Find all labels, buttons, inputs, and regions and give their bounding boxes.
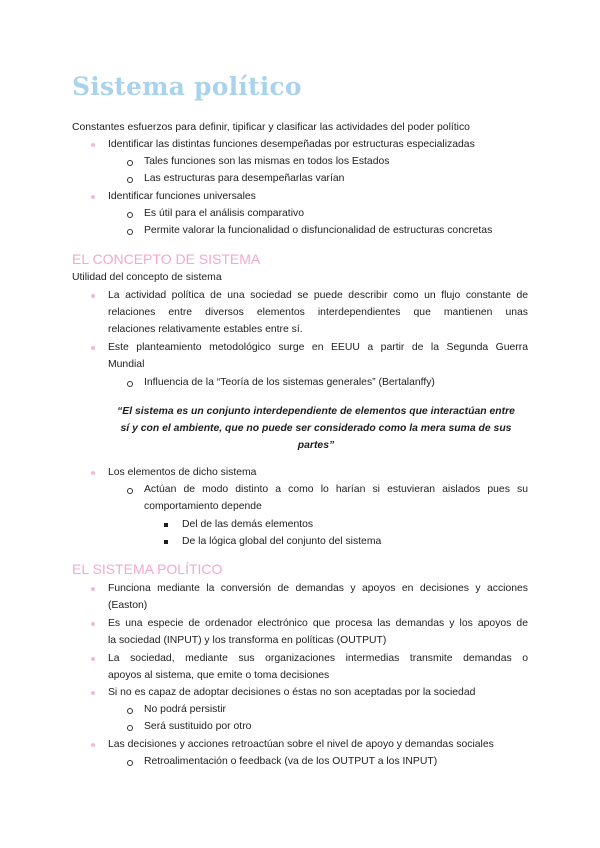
list-item: Influencia de la “Teoría de los sistemas generales” (Bertalanffy) bbox=[144, 377, 435, 388]
bullet bbox=[91, 294, 95, 298]
bullet bbox=[127, 229, 133, 235]
bullet bbox=[91, 195, 95, 199]
bullet bbox=[127, 381, 133, 387]
list-item: Es útil para el análisis comparativo bbox=[144, 208, 304, 219]
bullet bbox=[127, 708, 133, 714]
bullet bbox=[164, 540, 168, 544]
list-item: Tales funciones son las mismas en todos los Estados bbox=[144, 156, 390, 167]
list-item: Funciona mediante la conversión de demandas y apoyos en decisiones y acciones bbox=[108, 583, 528, 594]
quote-line: sí y con el ambiente, que no puede ser considerado como la mera suma de sus bbox=[120, 423, 512, 434]
section-heading-concepto: EL CONCEPTO DE SISTEMA bbox=[72, 251, 261, 267]
list-item: relaciones relativamente estables entre sí. bbox=[108, 324, 303, 335]
list-item: comportamiento depende bbox=[144, 501, 262, 512]
bullet bbox=[127, 725, 133, 731]
list-item: (Easton) bbox=[108, 600, 148, 611]
bullet bbox=[164, 523, 168, 527]
list-item: Identificar las distintas funciones desempeñadas por estructuras especializadas bbox=[108, 139, 475, 150]
list-item: Este planteamiento metodológico surge en EEUU a partir de la Segunda Guerra bbox=[108, 342, 528, 353]
bullet bbox=[91, 471, 95, 475]
quote-line: “El sistema es un conjunto interdependiente de elementos que interactúan entre bbox=[117, 406, 515, 417]
bullet bbox=[127, 760, 133, 766]
list-item: Retroalimentación o feedback (va de los OUTPUT a los INPUT) bbox=[144, 756, 438, 767]
list-item: Es una especie de ordenador electrónico que procesa las demandas y los apoyos de bbox=[108, 618, 528, 629]
bullet bbox=[91, 346, 95, 350]
list-item: relaciones entre diversos elementos interdependientes que mantienen unas bbox=[108, 307, 528, 318]
list-item: No podrá persistir bbox=[144, 704, 227, 715]
bullet bbox=[91, 143, 95, 147]
list-item: La sociedad, mediante sus organizaciones intermedias transmite demandas o bbox=[108, 653, 528, 664]
bullet bbox=[127, 177, 133, 183]
list-item: Permite valorar la funcionalidad o disfuncionalidad de estructuras concretas bbox=[144, 225, 493, 236]
list-item: Actúan de modo distinto a como lo harían si estuvieran aislados pues su bbox=[144, 484, 528, 495]
bullet bbox=[127, 160, 133, 166]
bullet bbox=[127, 488, 133, 494]
list-item: La actividad política de una sociedad se puede describir como un flujo constante de bbox=[108, 290, 528, 301]
bullet bbox=[127, 212, 133, 218]
bullet bbox=[91, 691, 95, 695]
bullet bbox=[91, 743, 95, 747]
list-item: Los elementos de dicho sistema bbox=[108, 467, 257, 478]
page-title: Sistema político bbox=[72, 72, 302, 101]
bullet bbox=[91, 622, 95, 626]
bullet bbox=[91, 587, 95, 591]
list-item: Identificar funciones universales bbox=[108, 191, 256, 202]
quote-line: partes” bbox=[297, 440, 335, 451]
list-item: la sociedad (INPUT) y los transforma en políticas (OUTPUT) bbox=[108, 635, 387, 646]
list-item: Las decisiones y acciones retroactúan sobre el nivel de apoyo y demandas sociales bbox=[108, 739, 494, 750]
intro-text: Constantes esfuerzos para definir, tipificar y clasificar las actividades del poder político bbox=[72, 122, 470, 133]
list-item: apoyos al sistema, que emite o toma decisiones bbox=[108, 670, 330, 681]
section-heading-sistema-politico: EL SISTEMA POLÍTICO bbox=[72, 561, 223, 577]
list-item: De la lógica global del conjunto del sistema bbox=[182, 536, 382, 547]
section-subtitle: Utilidad del concepto de sistema bbox=[72, 272, 222, 283]
bullet bbox=[91, 657, 95, 661]
list-item: Del de las demás elementos bbox=[182, 519, 314, 530]
list-item: Será sustituido por otro bbox=[144, 721, 252, 732]
list-item: Si no es capaz de adoptar decisiones o éstas no son aceptadas por la sociedad bbox=[108, 687, 476, 698]
list-item: Mundial bbox=[108, 359, 145, 370]
list-item: Las estructuras para desempeñarlas varían bbox=[144, 173, 345, 184]
